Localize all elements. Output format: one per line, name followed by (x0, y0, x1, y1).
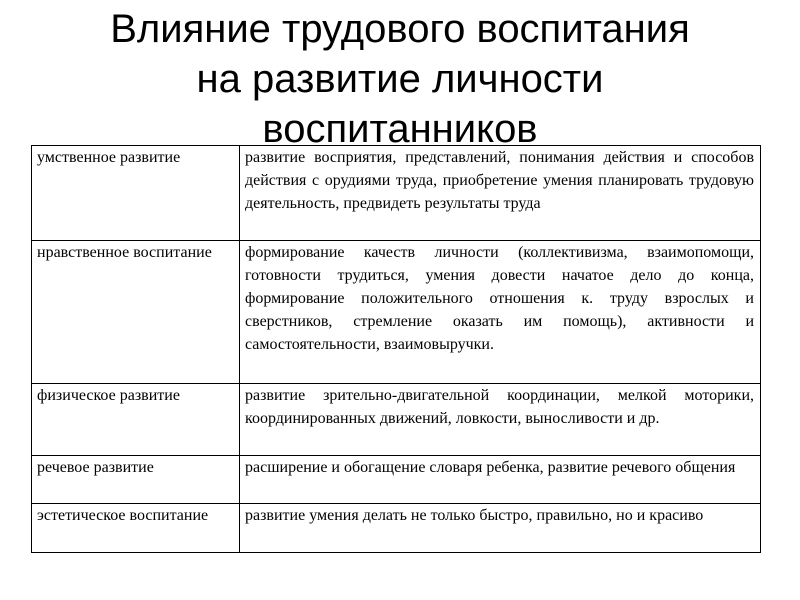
table-row (32, 241, 761, 384)
influence-table (31, 145, 761, 553)
table-row (32, 146, 761, 241)
aspect-cell: физическое развитие (32, 384, 240, 456)
table-row (32, 504, 761, 553)
description-cell: развитие восприятия, представлений, понимания действия и способов действия с орудиями труда, приобретение умения планировать трудовую деятельность, предвидеть результаты труда (240, 146, 761, 241)
table-row (32, 384, 761, 456)
slide-title (20, 4, 780, 154)
description-cell: развитие зрительно-двигательной координации, мелкой моторики, координированных движений, ловкости, выносливости и др. (240, 384, 761, 456)
aspect-cell: нравственное воспитание (32, 241, 240, 384)
title-line-3: воспитанников (262, 107, 538, 151)
title-line-1: Влияние трудового воспитания (110, 7, 690, 51)
description-cell: формирование качеств личности (коллективизма, взаимопомощи, готовности трудиться, умения довести начатое дело до конца, формирование положительного отношения к. труду взрослых и сверстников, стремление оказать им помощь), активности и самостоятельности, взаимовыручки. (240, 241, 761, 384)
aspect-cell: эстетическое воспитание (32, 504, 240, 553)
description-cell: расширение и обогащение словаря ребенка, развитие речевого общения (240, 456, 761, 504)
title-line-2: на развитие личности (196, 57, 604, 101)
description-cell: развитие умения делать не только быстро, правильно, но и красиво (240, 504, 761, 553)
aspect-cell: умственное развитие (32, 146, 240, 241)
aspect-cell: речевое развитие (32, 456, 240, 504)
table-row (32, 456, 761, 504)
